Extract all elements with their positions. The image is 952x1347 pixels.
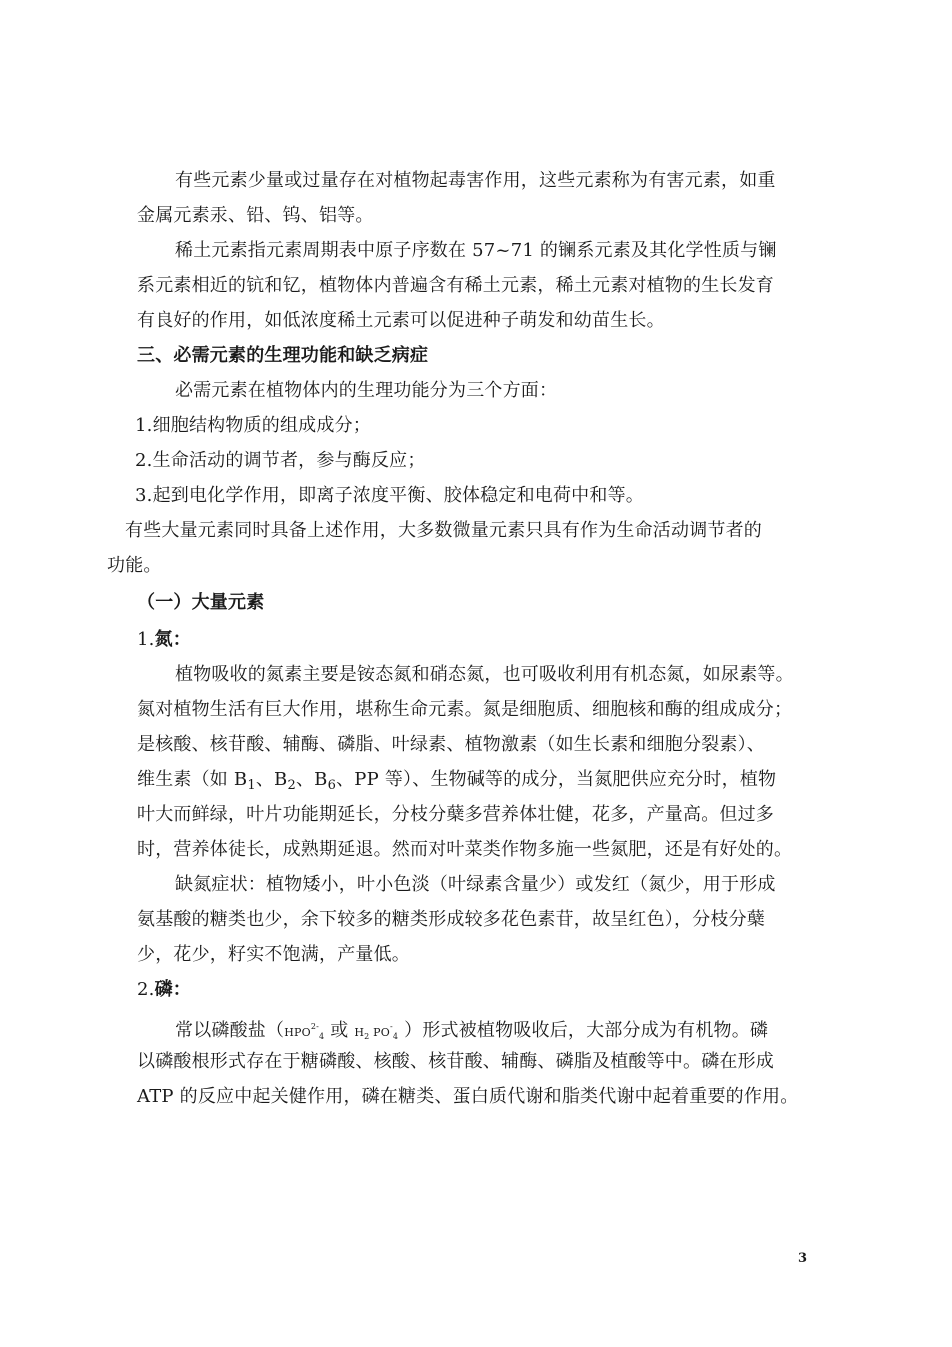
section-heading: 三、必需元素的生理功能和缺乏病症 (137, 345, 429, 366)
phosphorus-text: ）形式被植物吸收后，大部分成为有机物。磷 (398, 1020, 769, 1041)
paragraph-rare-earth-line-3: 有良好的作用，如低浓度稀土元素可以促进种子萌发和幼苗生长。 (137, 310, 665, 331)
nitrogen-line-3: 是核酸、核苷酸、辅酶、磷脂、叶绿素、植物激素（如生长素和细胞分裂素）、 (137, 734, 765, 755)
nitrogen-line-1: 植物吸收的氮素主要是铵态氮和硝态氮，也可吸收利用有机态氮，如尿素等。 (175, 664, 794, 685)
vitamin-text: 维生素（如 B (137, 769, 248, 790)
superscript: - (390, 1022, 393, 1031)
nitrogen-line-4 (137, 767, 776, 799)
phosphorus-line-1 (175, 1014, 768, 1050)
summary-line-2: 功能。 (107, 555, 162, 576)
list-item: 1.细胞结构物质的组成成分； (135, 415, 371, 436)
phosphorus-text: 常以磷酸盐（ (175, 1020, 285, 1041)
phosphorus-line-3: ATP 的反应中起关健作用，磷在糖类、蛋白质代谢和脂类代谢中起着重要的作用。 (137, 1086, 799, 1107)
nitrogen-number: 1. (137, 629, 155, 650)
subscript: 1 (247, 778, 256, 793)
subscript: 2 (364, 1032, 370, 1041)
formula-text: H (354, 1026, 365, 1039)
nitrogen-line-5: 叶大而鲜绿，叶片功能期延长，分枝分蘖多营养体壮健，花多，产量高。但过多 (137, 804, 774, 825)
deficiency-line-1: 缺氮症状：植物矮小，叶小色淡（叶绿素含量少）或发红（氮少，用于形成 (175, 874, 776, 895)
phosphorus-label: 磷： (154, 979, 191, 1000)
subscript: 6 (327, 778, 337, 793)
list-item: 3.起到电化学作用，即离子浓度平衡、胶体稳定和电荷中和等。 (135, 485, 644, 506)
subscript: 4 (392, 1032, 399, 1041)
superscript: 2- (310, 1022, 320, 1031)
deficiency-line-3: 少，花少，籽实不饱满，产量低。 (137, 944, 410, 965)
paragraph-toxic-line-1: 有些元素少量或过量存在对植物起毒害作用，这些元素称为有害元素，如重 (175, 170, 776, 191)
subsection-heading: （一）大量元素 (137, 592, 265, 613)
phosphorus-number: 2. (137, 979, 155, 1000)
nitrogen-heading (137, 627, 191, 653)
nitrogen-line-2: 氮对植物生活有巨大作用，堪称生命元素。氮是细胞质、细胞核和酶的组成成分； (137, 699, 793, 720)
list-item: 2.生命活动的调节者，参与酶反应； (135, 450, 426, 471)
phosphorus-line-2: 以磷酸根形式存在于糖磷酸、核酸、核苷酸、辅酶、磷脂及植酸等中。磷在形成 (137, 1051, 774, 1072)
paragraph-rare-earth-line-2: 系元素相近的钪和钇，植物体内普遍含有稀土元素，稀土元素对植物的生长发育 (137, 275, 774, 296)
formula-text: HPO (284, 1026, 311, 1039)
formula-text: PO (369, 1026, 390, 1039)
phosphorus-heading (137, 977, 191, 1003)
page-number: 3 (798, 1251, 808, 1266)
phosphorus-text: 或 (324, 1020, 355, 1041)
subscript: 4 (319, 1032, 325, 1041)
vitamin-text: 、B (295, 769, 328, 790)
vitamin-text: 、B (255, 769, 288, 790)
nitrogen-line-6: 时，营养体徒长，成熟期延退。然而对叶菜类作物多施一些氮肥，还是有好处的。 (137, 839, 793, 860)
deficiency-line-2: 氨基酸的糖类也少，余下较多的糖类形成较多花色素苷，故呈红色），分枝分蘖 (137, 909, 765, 930)
subscript: 2 (287, 778, 296, 793)
nitrogen-label: 氮： (154, 629, 191, 650)
paragraph-rare-earth-line-1: 稀土元素指元素周期表中原子序数在 57~71 的镧系元素及其化学性质与镧 (175, 240, 777, 261)
intro-text: 必需元素在植物体内的生理功能分为三个方面： (175, 380, 558, 401)
vitamin-text: 、PP 等）、生物碱等的成分，当氮肥供应充分时，植物 (336, 769, 777, 790)
paragraph-toxic-line-2: 金属元素汞、铅、钨、铝等。 (137, 205, 374, 226)
summary-line-1: 有些大量元素同时具备上述作用，大多数微量元素只具有作为生命活动调节者的 (125, 520, 762, 541)
